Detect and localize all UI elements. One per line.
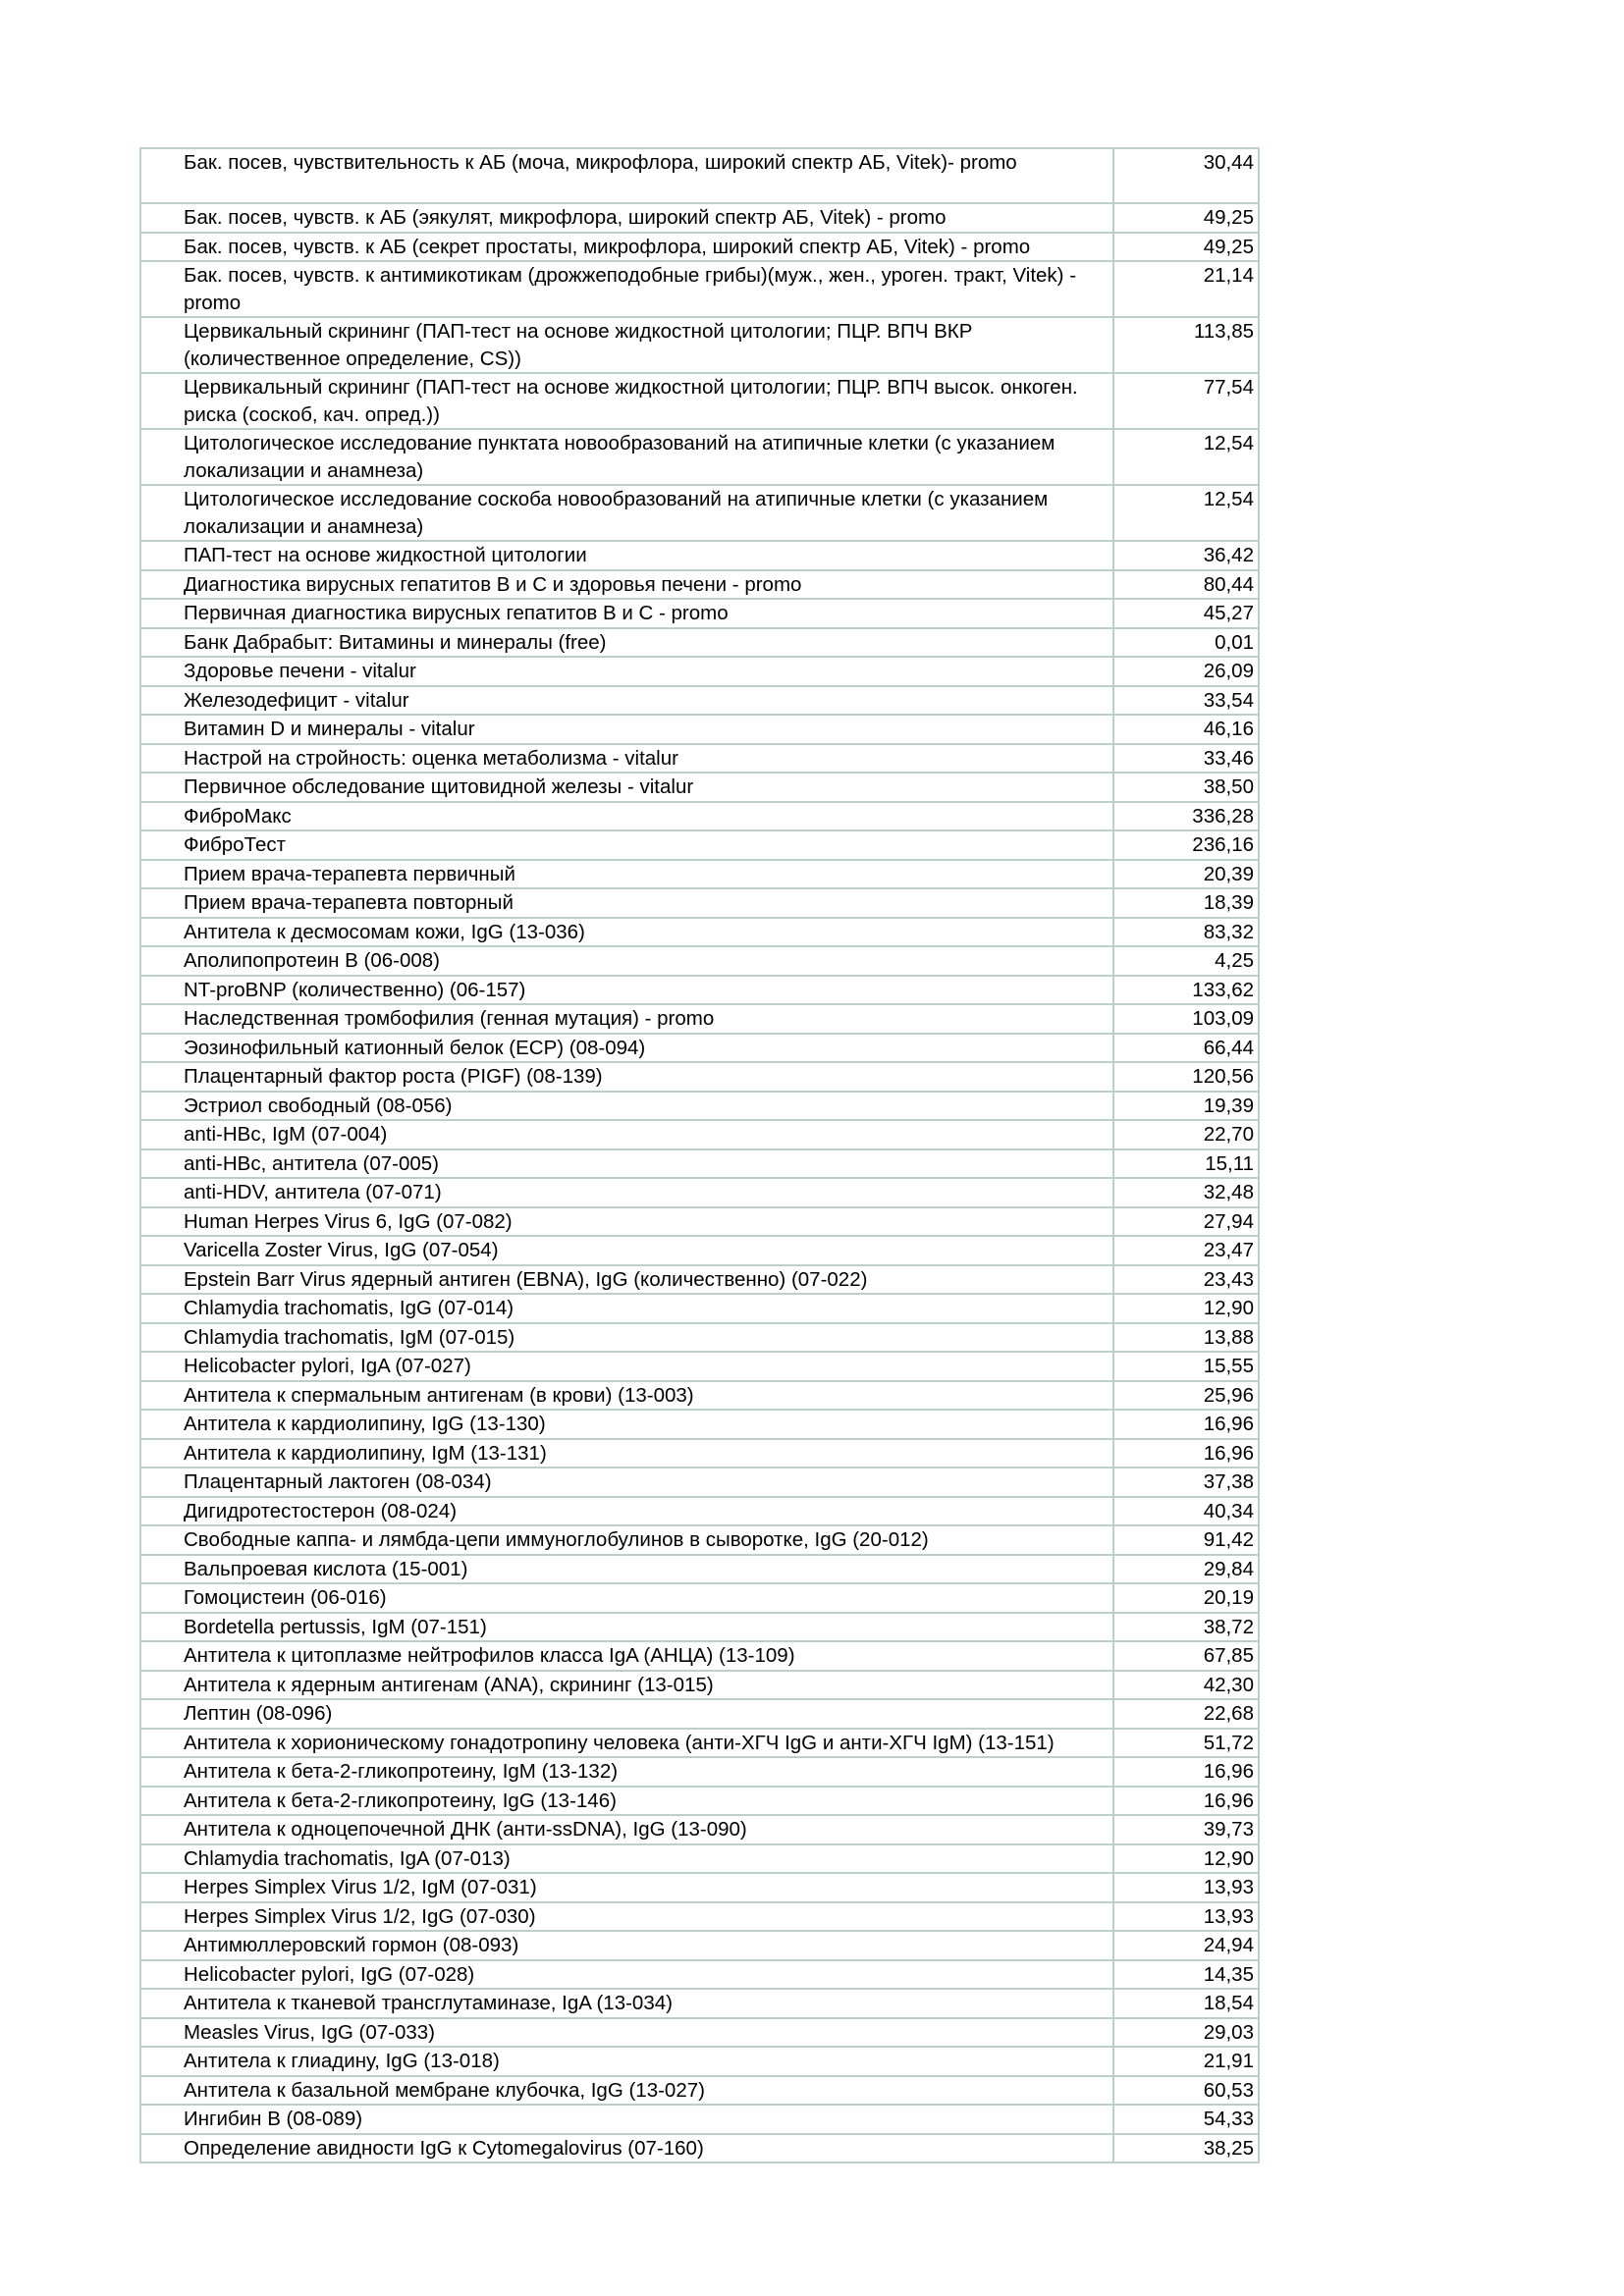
price-cell: 120,56	[1113, 1062, 1259, 1092]
service-name-cell: Антитела к тканевой трансглутаминазе, IgA (13-034)	[140, 1989, 1113, 2018]
service-name-cell: Chlamydia trachomatis, IgG (07-014)	[140, 1294, 1113, 1323]
table-row	[140, 599, 1259, 628]
table-row	[140, 570, 1259, 600]
price-cell: 42,30	[1113, 1671, 1259, 1700]
price-cell: 46,16	[1113, 715, 1259, 744]
table-row	[140, 317, 1259, 373]
table-row	[140, 1641, 1259, 1671]
price-cell: 37,38	[1113, 1468, 1259, 1497]
price-cell: 39,73	[1113, 1815, 1259, 1844]
table-row	[140, 1613, 1259, 1642]
service-name-cell: Антитела к кардиолипину, IgM (13-131)	[140, 1439, 1113, 1468]
price-cell: 38,25	[1113, 2134, 1259, 2163]
service-name-cell: Вальпроевая кислота (15-001)	[140, 1555, 1113, 1584]
price-cell: 91,42	[1113, 1525, 1259, 1555]
service-name-cell: anti-HBc, антитела (07-005)	[140, 1149, 1113, 1179]
service-name-cell: anti-HDV, антитела (07-071)	[140, 1178, 1113, 1207]
price-cell: 29,84	[1113, 1555, 1259, 1584]
price-cell: 20,19	[1113, 1583, 1259, 1613]
price-cell: 25,96	[1113, 1381, 1259, 1411]
service-name-cell: Прием врача-терапевта повторный	[140, 888, 1113, 918]
service-name-cell: Herpes Simplex Virus 1/2, IgG (07-030)	[140, 1902, 1113, 1932]
service-name-cell: NT-proBNP (количественно) (06-157)	[140, 976, 1113, 1005]
table-row	[140, 1265, 1259, 1295]
price-cell: 12,54	[1113, 485, 1259, 541]
service-name-cell: Chlamydia trachomatis, IgM (07-015)	[140, 1323, 1113, 1353]
price-cell: 45,27	[1113, 599, 1259, 628]
price-cell: 103,09	[1113, 1004, 1259, 1034]
price-cell: 4,25	[1113, 946, 1259, 976]
service-name-cell: Свободные каппа- и лямбда-цепи иммуноглобулинов в сыворотке, IgG (20-012)	[140, 1525, 1113, 1555]
service-name-cell: Helicobacter pylori, IgG (07-028)	[140, 1960, 1113, 1990]
table-row	[140, 1323, 1259, 1353]
table-row	[140, 744, 1259, 774]
price-cell: 236,16	[1113, 830, 1259, 860]
service-name-cell: Цитологическое исследование соскоба новообразований на атипичные клетки (с указанием локализации и анамнеза)	[140, 485, 1113, 541]
table-row	[140, 1468, 1259, 1497]
price-cell: 16,96	[1113, 1787, 1259, 1816]
service-name-cell: Здоровье печени - vitalur	[140, 657, 1113, 686]
service-name-cell: Антитела к базальной мембране клубочка, IgG (13-027)	[140, 2076, 1113, 2106]
price-cell: 21,91	[1113, 2047, 1259, 2076]
service-name-cell: anti-HBc, IgM (07-004)	[140, 1120, 1113, 1149]
service-name-cell: Цервикальный скрининг (ПАП-тест на основе жидкостной цитологии; ПЦР. ВПЧ высок. онкоген. риска (соскоб, кач. опред.))	[140, 373, 1113, 429]
service-name-cell: Бак. посев, чувствительность к АБ (моча, микрофлора, широкий спектр АБ, Vitek)- promo	[140, 148, 1113, 203]
table-row	[140, 1960, 1259, 1990]
price-cell: 22,68	[1113, 1699, 1259, 1729]
service-name-cell: Первичное обследование щитовидной железы - vitalur	[140, 773, 1113, 802]
table-row	[140, 1989, 1259, 2018]
price-cell: 22,70	[1113, 1120, 1259, 1149]
table-row	[140, 1583, 1259, 1613]
table-row	[140, 1120, 1259, 1149]
service-name-cell: Банк Дабрабыт: Витамины и минералы (free)	[140, 628, 1113, 658]
price-cell: 33,54	[1113, 686, 1259, 716]
table-row	[140, 541, 1259, 570]
table-row	[140, 1381, 1259, 1411]
service-name-cell: Бак. посев, чувств. к АБ (эякулят, микрофлора, широкий спектр АБ, Vitek) - promo	[140, 203, 1113, 233]
service-name-cell: Определение авидности IgG к Cytomegalovirus (07-160)	[140, 2134, 1113, 2163]
service-name-cell: Настрой на стройность: оценка метаболизма - vitalur	[140, 744, 1113, 774]
price-cell: 80,44	[1113, 570, 1259, 600]
service-name-cell: ФиброМакс	[140, 802, 1113, 831]
price-cell: 13,93	[1113, 1902, 1259, 1932]
price-cell: 133,62	[1113, 976, 1259, 1005]
price-cell: 29,03	[1113, 2018, 1259, 2048]
service-name-cell: Дигидротестостерон (08-024)	[140, 1497, 1113, 1526]
table-row	[140, 485, 1259, 541]
table-row	[140, 918, 1259, 947]
price-cell: 38,72	[1113, 1613, 1259, 1642]
table-row	[140, 203, 1259, 233]
table-row	[140, 1729, 1259, 1758]
service-name-cell: Антитела к спермальным антигенам (в крови) (13-003)	[140, 1381, 1113, 1411]
service-name-cell: Антитела к хорионическому гонадотропину человека (анти-ХГЧ IgG и анти-ХГЧ IgM) (13-151)	[140, 1729, 1113, 1758]
price-cell: 0,01	[1113, 628, 1259, 658]
service-name-cell: Антитела к бета-2-гликопротеину, IgG (13-146)	[140, 1787, 1113, 1816]
price-cell: 49,25	[1113, 233, 1259, 262]
table-row	[140, 1555, 1259, 1584]
price-cell: 336,28	[1113, 802, 1259, 831]
service-name-cell: Плацентарный фактор роста (PIGF) (08-139)	[140, 1062, 1113, 1092]
price-cell: 60,53	[1113, 2076, 1259, 2106]
table-row	[140, 261, 1259, 317]
service-name-cell: Epstein Barr Virus ядерный антиген (EBNA), IgG (количественно) (07-022)	[140, 1265, 1113, 1295]
service-name-cell: Эозинофильный катионный белок (ЕСР) (08-094)	[140, 1034, 1113, 1063]
table-row	[140, 1294, 1259, 1323]
service-name-cell: Measles Virus, IgG (07-033)	[140, 2018, 1113, 2048]
table-row	[140, 2018, 1259, 2048]
table-row	[140, 830, 1259, 860]
table-row	[140, 715, 1259, 744]
service-name-cell: Антитела к глиадину, IgG (13-018)	[140, 2047, 1113, 2076]
price-cell: 16,96	[1113, 1757, 1259, 1787]
price-cell: 14,35	[1113, 1960, 1259, 1990]
table-row	[140, 1352, 1259, 1381]
table-row	[140, 2047, 1259, 2076]
price-list-table	[139, 147, 1260, 2163]
service-name-cell: Лептин (08-096)	[140, 1699, 1113, 1729]
price-cell: 19,39	[1113, 1092, 1259, 1121]
table-row	[140, 1873, 1259, 1902]
table-row	[140, 773, 1259, 802]
price-cell: 30,44	[1113, 148, 1259, 203]
price-cell: 113,85	[1113, 317, 1259, 373]
table-row	[140, 1062, 1259, 1092]
table-row	[140, 373, 1259, 429]
service-name-cell: Цервикальный скрининг (ПАП-тест на основе жидкостной цитологии; ПЦР. ВПЧ ВКР (количественное определение, CS))	[140, 317, 1113, 373]
table-row	[140, 1207, 1259, 1237]
table-row	[140, 1178, 1259, 1207]
service-name-cell: Антитела к одноцепочечной ДНК (анти-ssDNA), IgG (13-090)	[140, 1815, 1113, 1844]
service-name-cell: Прием врача-терапевта первичный	[140, 860, 1113, 889]
service-name-cell: ПАП-тест на основе жидкостной цитологии	[140, 541, 1113, 570]
service-name-cell: Витамин D и минералы - vitalur	[140, 715, 1113, 744]
service-name-cell: Бак. посев, чувств. к АБ (секрет простаты, микрофлора, широкий спектр АБ, Vitek) - promo	[140, 233, 1113, 262]
price-cell: 21,14	[1113, 261, 1259, 317]
table-row	[140, 1410, 1259, 1439]
table-row	[140, 1004, 1259, 1034]
price-cell: 16,96	[1113, 1439, 1259, 1468]
table-row	[140, 233, 1259, 262]
service-name-cell: Антитела к кардиолипину, IgG (13-130)	[140, 1410, 1113, 1439]
price-cell: 13,93	[1113, 1873, 1259, 1902]
service-name-cell: Антитела к ядерным антигенам (ANA), скрининг (13-015)	[140, 1671, 1113, 1700]
service-name-cell: Цитологическое исследование пунктата новообразований на атипичные клетки (с указанием локализации и анамнеза)	[140, 429, 1113, 485]
price-cell: 12,54	[1113, 429, 1259, 485]
price-cell: 27,94	[1113, 1207, 1259, 1237]
service-name-cell: Антимюллеровский гормон (08-093)	[140, 1931, 1113, 1960]
table-row	[140, 1757, 1259, 1787]
price-cell: 49,25	[1113, 203, 1259, 233]
service-name-cell: Herpes Simplex Virus 1/2, IgM (07-031)	[140, 1873, 1113, 1902]
price-cell: 38,50	[1113, 773, 1259, 802]
price-cell: 51,72	[1113, 1729, 1259, 1758]
service-name-cell: Плацентарный лактоген (08-034)	[140, 1468, 1113, 1497]
price-cell: 67,85	[1113, 1641, 1259, 1671]
price-cell: 24,94	[1113, 1931, 1259, 1960]
service-name-cell: Наследственная тромбофилия (генная мутация) - promo	[140, 1004, 1113, 1034]
price-cell: 15,55	[1113, 1352, 1259, 1381]
table-row	[140, 888, 1259, 918]
price-cell: 23,47	[1113, 1236, 1259, 1265]
price-cell: 36,42	[1113, 541, 1259, 570]
service-name-cell: Ингибин В (08-089)	[140, 2105, 1113, 2134]
price-cell: 83,32	[1113, 918, 1259, 947]
table-row	[140, 657, 1259, 686]
service-name-cell: ФиброТест	[140, 830, 1113, 860]
price-cell: 18,39	[1113, 888, 1259, 918]
table-row	[140, 946, 1259, 976]
price-cell: 54,33	[1113, 2105, 1259, 2134]
table-row	[140, 686, 1259, 716]
price-cell: 66,44	[1113, 1034, 1259, 1063]
service-name-cell: Антитела к бета-2-гликопротеину, IgM (13-132)	[140, 1757, 1113, 1787]
service-name-cell: Антитела к цитоплазме нейтрофилов класса IgA (АНЦА) (13-109)	[140, 1641, 1113, 1671]
table-row	[140, 1236, 1259, 1265]
table-row	[140, 1671, 1259, 1700]
table-row	[140, 1787, 1259, 1816]
table-row	[140, 1815, 1259, 1844]
service-name-cell: Диагностика вирусных гепатитов В и С и здоровья печени - promo	[140, 570, 1113, 600]
price-cell: 16,96	[1113, 1410, 1259, 1439]
service-name-cell: Varicella Zoster Virus, IgG (07-054)	[140, 1236, 1113, 1265]
service-name-cell: Аполипопротеин В (06-008)	[140, 946, 1113, 976]
price-cell: 40,34	[1113, 1497, 1259, 1526]
table-row	[140, 1931, 1259, 1960]
price-cell: 20,39	[1113, 860, 1259, 889]
service-name-cell: Chlamydia trachomatis, IgA (07-013)	[140, 1844, 1113, 1874]
service-name-cell: Helicobacter pylori, IgA (07-027)	[140, 1352, 1113, 1381]
table-row	[140, 1525, 1259, 1555]
table-row	[140, 1844, 1259, 1874]
service-name-cell: Human Herpes Virus 6, IgG (07-082)	[140, 1207, 1113, 1237]
table-row	[140, 2076, 1259, 2106]
price-cell: 15,11	[1113, 1149, 1259, 1179]
table-row	[140, 860, 1259, 889]
price-cell: 18,54	[1113, 1989, 1259, 2018]
table-row	[140, 429, 1259, 485]
table-row	[140, 1092, 1259, 1121]
table-row	[140, 628, 1259, 658]
table-row	[140, 1439, 1259, 1468]
service-name-cell: Железодефицит - vitalur	[140, 686, 1113, 716]
service-name-cell: Антитела к десмосомам кожи, IgG (13-036)	[140, 918, 1113, 947]
service-name-cell: Бак. посев, чувств. к антимикотикам (дрожжеподобные грибы)(муж., жен., уроген. тракт, Vitek) - promo	[140, 261, 1113, 317]
table-row	[140, 148, 1259, 203]
table-row	[140, 1497, 1259, 1526]
price-list-body	[140, 148, 1259, 2163]
price-cell: 23,43	[1113, 1265, 1259, 1295]
table-row	[140, 2105, 1259, 2134]
table-row	[140, 1699, 1259, 1729]
service-name-cell: Первичная диагностика вирусных гепатитов В и С - promo	[140, 599, 1113, 628]
price-cell: 33,46	[1113, 744, 1259, 774]
price-cell: 12,90	[1113, 1294, 1259, 1323]
service-name-cell: Bordetella pertussis, IgM (07-151)	[140, 1613, 1113, 1642]
service-name-cell: Гомоцистеин (06-016)	[140, 1583, 1113, 1613]
price-cell: 13,88	[1113, 1323, 1259, 1353]
table-row	[140, 1902, 1259, 1932]
table-row	[140, 2134, 1259, 2163]
table-row	[140, 1034, 1259, 1063]
table-row	[140, 976, 1259, 1005]
price-cell: 77,54	[1113, 373, 1259, 429]
price-cell: 32,48	[1113, 1178, 1259, 1207]
price-cell: 26,09	[1113, 657, 1259, 686]
table-row	[140, 1149, 1259, 1179]
table-row	[140, 802, 1259, 831]
price-cell: 12,90	[1113, 1844, 1259, 1874]
service-name-cell: Эстриол свободный (08-056)	[140, 1092, 1113, 1121]
